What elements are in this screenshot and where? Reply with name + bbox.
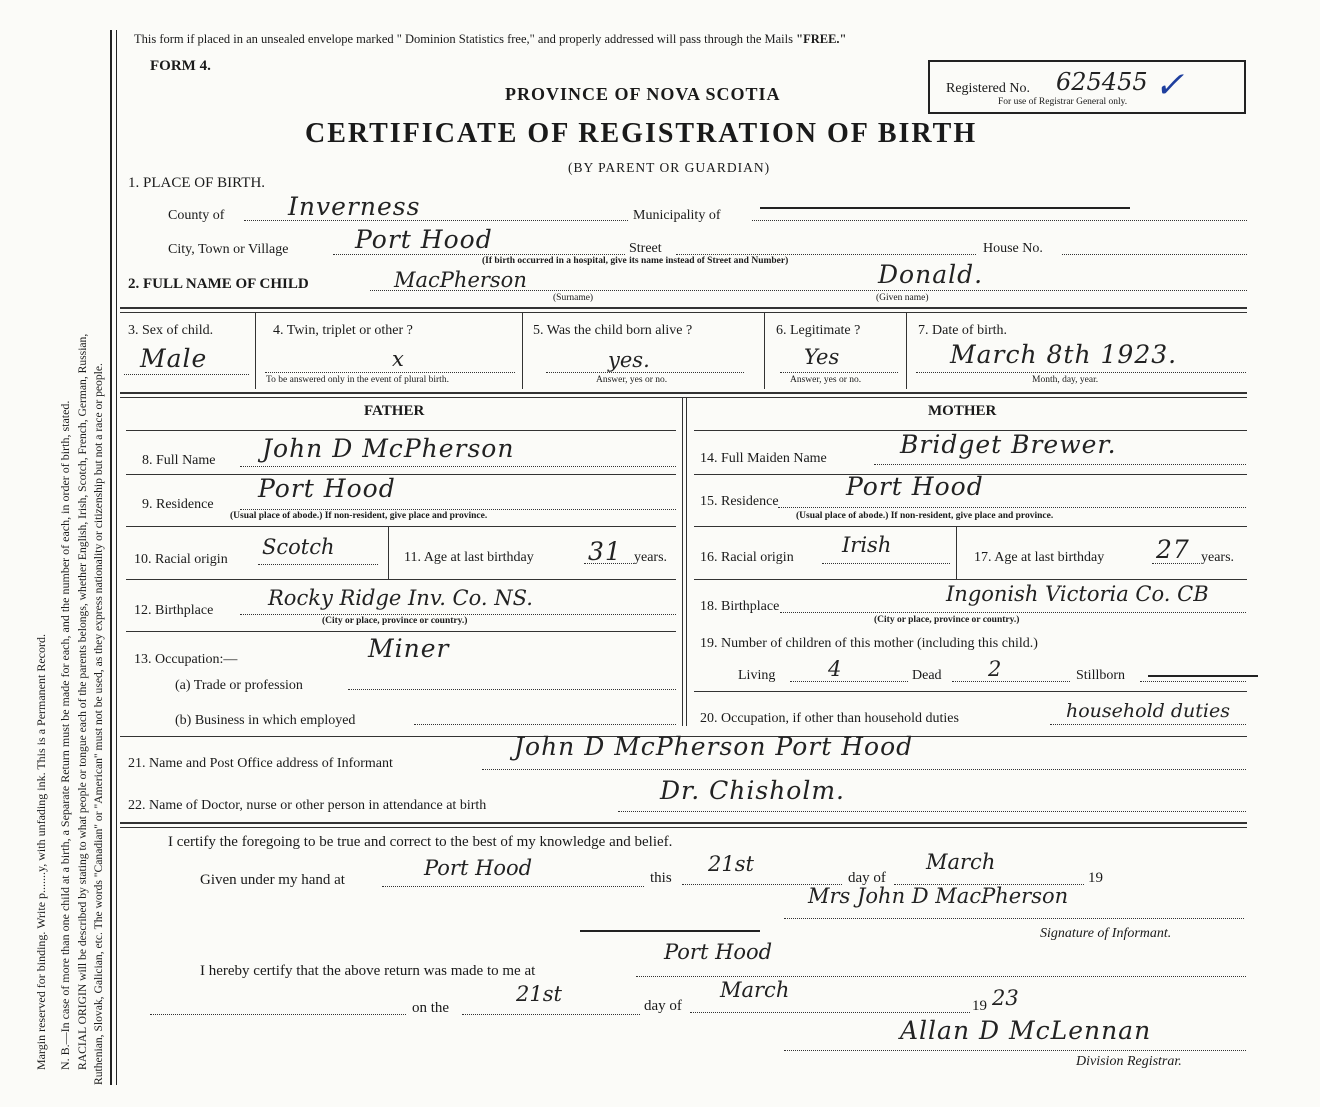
on-the-label: on the bbox=[412, 1000, 450, 1016]
mother-occupation-label: 20. Occupation, if other than household duties bbox=[700, 711, 959, 726]
municipality-label: Municipality of bbox=[633, 208, 721, 223]
child-given-name: Donald. bbox=[878, 260, 984, 289]
mother-birthplace-note: (City or place, province or country.) bbox=[874, 615, 1020, 625]
father-birthplace: Rocky Ridge Inv. Co. NS. bbox=[268, 586, 533, 610]
mother-race-label: 16. Racial origin bbox=[700, 550, 794, 565]
alive-value: yes. bbox=[608, 348, 650, 372]
informant-value: John D McPherson Port Hood bbox=[514, 732, 914, 761]
certify-statement: I certify the foregoing to be true and correct to the best of my knowledge and belief. bbox=[168, 834, 673, 850]
living-label: Living bbox=[738, 668, 776, 683]
mother-occupation: household duties bbox=[1066, 700, 1230, 722]
registrar-year: 23 bbox=[992, 986, 1019, 1010]
father-name: John D McPherson bbox=[262, 434, 515, 463]
registered-number-box bbox=[928, 60, 1246, 114]
mother-birthplace: Ingonish Victoria Co. CB bbox=[946, 582, 1209, 606]
sex-label: 3. Sex of child. bbox=[128, 323, 214, 338]
father-birthplace-label: 12. Birthplace bbox=[134, 603, 214, 618]
business-label: (b) Business in which employed bbox=[175, 713, 356, 728]
year-prefix: 19 bbox=[1088, 870, 1103, 886]
living-value: 4 bbox=[828, 657, 842, 681]
signature-label: Signature of Informant. bbox=[1040, 926, 1172, 941]
doctor-label: 22. Name of Doctor, nurse or other person in attendance at birth bbox=[128, 798, 487, 813]
mail-note: This form if placed in an unsealed envelope marked " Dominion Statistics free," and properly addressed will pass through the Mails "FREE." bbox=[134, 32, 847, 46]
dob-note: Month, day, year. bbox=[1032, 375, 1099, 385]
father-residence: Port Hood bbox=[258, 474, 396, 503]
mother-heading: MOTHER bbox=[928, 403, 997, 419]
city-label: City, Town or Village bbox=[168, 242, 289, 257]
registered-label: Registered No. bbox=[946, 81, 1030, 96]
father-occupation: Miner bbox=[368, 634, 450, 663]
twin-value: x bbox=[392, 347, 404, 371]
trade-label: (a) Trade or profession bbox=[175, 678, 303, 693]
mother-birthplace-label: 18. Birthplace bbox=[700, 599, 780, 614]
this-label: this bbox=[650, 870, 672, 886]
free-label: "FREE." bbox=[796, 32, 847, 46]
racial-origin-note-1: RACIAL ORIGIN will be described by stating to what people or tongue each of the parents belongs, whether English, Irish, Scotch, French, German, Russian, bbox=[76, 333, 89, 1070]
legitimate-value: Yes bbox=[804, 345, 840, 369]
province-heading: PROVINCE OF NOVA SCOTIA bbox=[505, 84, 781, 104]
margin-note: Margin reserved for binding. Write p.......y, with unfading ink. This is a Permanent Record. bbox=[34, 634, 48, 1070]
sex-value: Male bbox=[140, 344, 208, 373]
house-label: House No. bbox=[983, 241, 1043, 256]
dead-label: Dead bbox=[912, 668, 942, 683]
mother-years: years. bbox=[1201, 550, 1235, 565]
street-label: Street bbox=[629, 241, 662, 256]
father-name-label: 8. Full Name bbox=[142, 453, 216, 468]
children-label: 19. Number of children of this mother (including this child.) bbox=[700, 636, 1038, 651]
reg-year-prefix: 19 bbox=[972, 998, 987, 1014]
occupation-label: 13. Occupation:— bbox=[134, 652, 238, 667]
father-birthplace-note: (City or place, province or country.) bbox=[322, 616, 468, 626]
alive-note: Answer, yes or no. bbox=[596, 375, 668, 385]
surname-note: (Surname) bbox=[553, 293, 594, 303]
nb-note: N. B.—In case of more than one child at a birth, a Separate Return must be made for each, and the number of each, in order of birth, stated. bbox=[58, 400, 72, 1070]
page-subtitle: (BY PARENT OR GUARDIAN) bbox=[568, 160, 771, 175]
county-value: Inverness bbox=[288, 192, 421, 221]
registrar-month: March bbox=[720, 978, 790, 1002]
father-race-label: 10. Racial origin bbox=[134, 552, 228, 567]
binding-margin bbox=[0, 0, 118, 1107]
reg-day-of-label: day of bbox=[644, 998, 682, 1014]
county-label: County of bbox=[168, 208, 225, 223]
registered-number: 625455 bbox=[1056, 68, 1148, 96]
given-month: March bbox=[926, 850, 996, 874]
city-value: Port Hood bbox=[355, 225, 493, 254]
child-name-label: 2. FULL NAME OF CHILD bbox=[128, 276, 309, 292]
day-of-label: day of bbox=[848, 870, 886, 886]
doctor-value: Dr. Chisholm. bbox=[660, 776, 845, 805]
given-day: 21st bbox=[708, 852, 754, 876]
dob-value: March 8th 1923. bbox=[950, 340, 1178, 369]
alive-label: 5. Was the child born alive ? bbox=[533, 323, 693, 338]
mother-age-label: 17. Age at last birthday bbox=[974, 550, 1105, 565]
place-heading: 1. PLACE OF BIRTH. bbox=[128, 175, 266, 191]
informant-signature: Mrs John D MacPherson bbox=[808, 884, 1069, 908]
registrar-signature: Allan D McLennan bbox=[900, 1016, 1152, 1045]
check-mark-icon: ✓ bbox=[1154, 65, 1185, 105]
margin-rule bbox=[110, 30, 112, 1085]
father-heading: FATHER bbox=[364, 403, 425, 419]
child-surname: MacPherson bbox=[394, 268, 527, 292]
dob-label: 7. Date of birth. bbox=[918, 323, 1008, 338]
mother-abode-note: (Usual place of abode.) If non-resident, give place and province. bbox=[796, 511, 1054, 521]
mother-residence: Port Hood bbox=[846, 472, 984, 501]
hospital-note: (If birth occurred in a hospital, give its name instead of Street and Number) bbox=[482, 256, 789, 266]
registrar-day: 21st bbox=[516, 982, 562, 1006]
mother-age: 27 bbox=[1156, 535, 1190, 564]
registrar-place: Port Hood bbox=[664, 940, 773, 964]
mother-race: Irish bbox=[842, 533, 892, 557]
father-abode-note: (Usual place of abode.) If non-resident, give place and province. bbox=[230, 511, 488, 521]
margin-rule-inner bbox=[116, 30, 117, 1085]
form-number: FORM 4. bbox=[150, 58, 211, 74]
twin-note: To be answered only in the event of plural birth. bbox=[266, 375, 449, 385]
division-registrar-label: Division Registrar. bbox=[1076, 1054, 1182, 1069]
registrar-note: For use of Registrar General only. bbox=[998, 97, 1128, 107]
mother-name: Bridget Brewer. bbox=[900, 430, 1117, 459]
dead-value: 2 bbox=[988, 657, 1002, 681]
mother-residence-label: 15. Residence bbox=[700, 494, 779, 509]
stillborn-dash bbox=[1148, 675, 1258, 677]
stillborn-label: Stillborn bbox=[1076, 668, 1126, 683]
page-title: CERTIFICATE OF REGISTRATION OF BIRTH bbox=[305, 118, 978, 149]
municipality-dash bbox=[760, 207, 1130, 209]
given-note: (Given name) bbox=[876, 293, 929, 303]
legitimate-label: 6. Legitimate ? bbox=[776, 323, 861, 338]
divider-short bbox=[580, 930, 760, 932]
father-residence-label: 9. Residence bbox=[142, 497, 214, 512]
father-race: Scotch bbox=[262, 535, 335, 559]
registrar-statement: I hereby certify that the above return was made to me at bbox=[200, 963, 536, 979]
given-place: Port Hood bbox=[424, 856, 533, 880]
father-age: 31 bbox=[588, 537, 622, 566]
twin-label: 4. Twin, triplet or other ? bbox=[273, 323, 413, 338]
father-age-label: 11. Age at last birthday bbox=[404, 550, 534, 565]
mother-name-label: 14. Full Maiden Name bbox=[700, 451, 827, 466]
informant-label: 21. Name and Post Office address of Informant bbox=[128, 756, 393, 771]
given-label: Given under my hand at bbox=[200, 872, 345, 888]
legitimate-note: Answer, yes or no. bbox=[790, 375, 862, 385]
father-years: years. bbox=[634, 550, 668, 565]
racial-origin-note-2: Ruthenian, Slovak, Galician, etc. The words "Canadian" or "American" must not be used, as they express nationality or citizenship but not a race or people. bbox=[92, 363, 105, 1085]
